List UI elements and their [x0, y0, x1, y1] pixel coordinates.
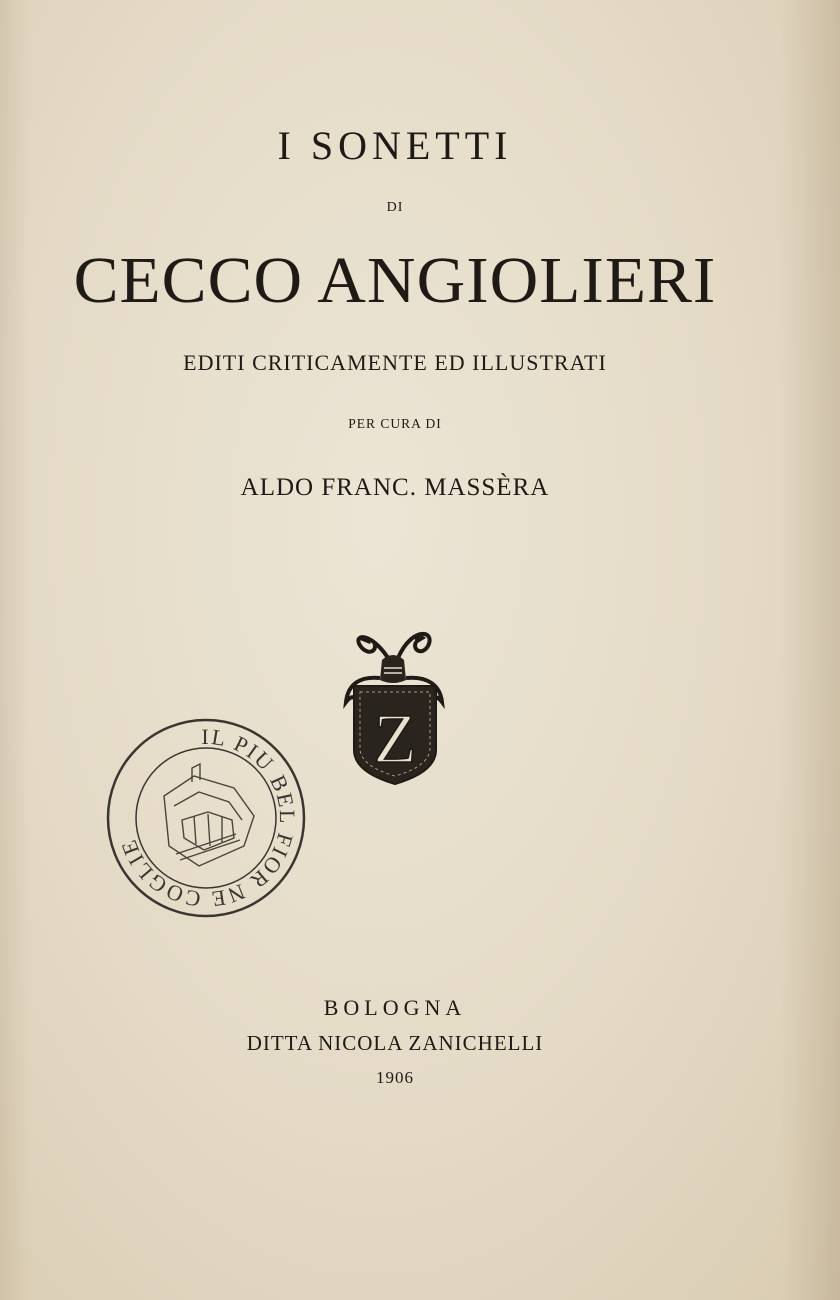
imprint-publisher: DITTA NICOLA ZANICHELLI — [246, 1031, 544, 1055]
title-line-di: DI — [386, 200, 404, 215]
crest-letter-z: Z — [373, 701, 417, 778]
publisher-crest-icon — [340, 620, 450, 790]
stamp-legend: IL PIU BEL FIOR NE COGLIE — [115, 723, 301, 913]
editor-prefix: PER CURA DI — [348, 416, 442, 431]
author-name: CECCO ANGIOLIERI — [73, 244, 717, 317]
editor-name: ALDO FRANC. MASSÈRA — [240, 474, 550, 501]
imprint-place: BOLOGNA — [323, 995, 467, 1020]
page-edge-right — [780, 0, 840, 1300]
library-stamp-icon — [104, 716, 308, 920]
title-line-sonetti: I SONETTI — [277, 123, 513, 168]
subtitle: EDITI CRITICAMENTE ED ILLUSTRATI — [183, 350, 607, 375]
page-edge-left — [0, 0, 30, 1300]
imprint-year: 1906 — [376, 1068, 414, 1087]
